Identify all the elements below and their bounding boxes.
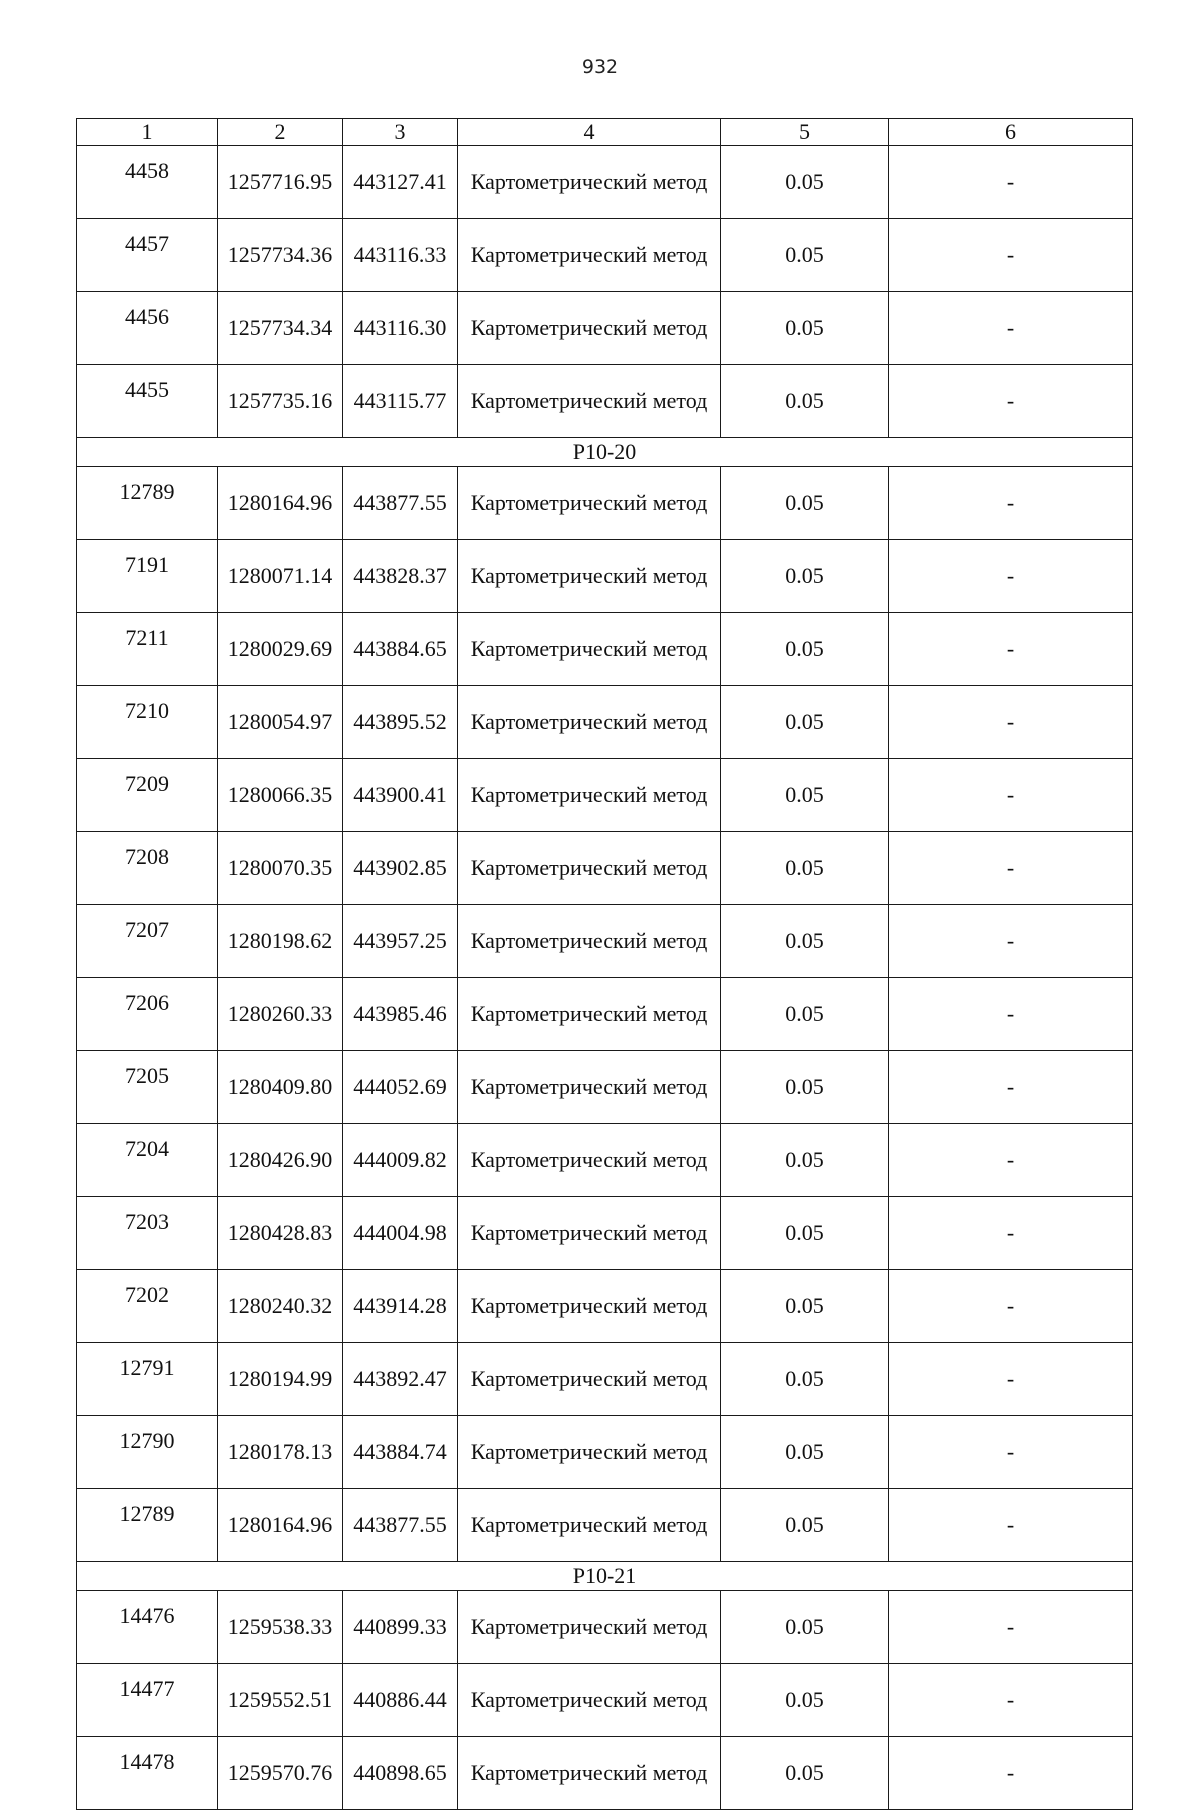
- method-cell: Картометрический метод: [458, 1051, 721, 1124]
- x-coordinate-cell: 1280426.90: [218, 1124, 343, 1197]
- y-coordinate-cell: 443884.74: [343, 1416, 458, 1489]
- method-cell: Картометрический метод: [458, 219, 721, 292]
- accuracy-cell: 0.05: [721, 1343, 889, 1416]
- note-cell: -: [889, 146, 1133, 219]
- table-row: [77, 467, 1133, 540]
- note-cell: -: [889, 1343, 1133, 1416]
- point-number-cell: 4455: [77, 365, 218, 438]
- note-cell: -: [889, 292, 1133, 365]
- method-cell: Картометрический метод: [458, 1591, 721, 1664]
- note-cell: -: [889, 540, 1133, 613]
- header-row: [77, 119, 1133, 146]
- note-cell: -: [889, 1737, 1133, 1810]
- x-coordinate-cell: 1257734.36: [218, 219, 343, 292]
- accuracy-cell: 0.05: [721, 1270, 889, 1343]
- point-number-cell: 7206: [77, 978, 218, 1051]
- y-coordinate-cell: 443892.47: [343, 1343, 458, 1416]
- x-coordinate-cell: 1280178.13: [218, 1416, 343, 1489]
- accuracy-cell: 0.05: [721, 292, 889, 365]
- section-label: Р10-21: [77, 1562, 1133, 1591]
- accuracy-cell: 0.05: [721, 1489, 889, 1562]
- note-cell: -: [889, 1489, 1133, 1562]
- x-coordinate-cell: 1259552.51: [218, 1664, 343, 1737]
- column-header: 4: [458, 119, 721, 146]
- x-coordinate-cell: 1280409.80: [218, 1051, 343, 1124]
- note-cell: -: [889, 905, 1133, 978]
- page-number: 932: [581, 56, 619, 78]
- accuracy-cell: 0.05: [721, 1664, 889, 1737]
- table-row: [77, 1489, 1133, 1562]
- accuracy-cell: 0.05: [721, 365, 889, 438]
- table-row: [77, 978, 1133, 1051]
- y-coordinate-cell: 443116.30: [343, 292, 458, 365]
- accuracy-cell: 0.05: [721, 1124, 889, 1197]
- point-number-cell: 7191: [77, 540, 218, 613]
- point-number-cell: 7204: [77, 1124, 218, 1197]
- note-cell: -: [889, 1124, 1133, 1197]
- note-cell: -: [889, 759, 1133, 832]
- column-header: 3: [343, 119, 458, 146]
- method-cell: Картометрический метод: [458, 759, 721, 832]
- y-coordinate-cell: 440899.33: [343, 1591, 458, 1664]
- x-coordinate-cell: 1280428.83: [218, 1197, 343, 1270]
- point-number-cell: 4457: [77, 219, 218, 292]
- accuracy-cell: 0.05: [721, 832, 889, 905]
- section-row: [77, 1562, 1133, 1591]
- point-number-cell: 4456: [77, 292, 218, 365]
- table-body: [77, 146, 1133, 1810]
- table-row: [77, 1124, 1133, 1197]
- note-cell: -: [889, 686, 1133, 759]
- x-coordinate-cell: 1257735.16: [218, 365, 343, 438]
- point-number-cell: 7209: [77, 759, 218, 832]
- x-coordinate-cell: 1257716.95: [218, 146, 343, 219]
- note-cell: -: [889, 467, 1133, 540]
- x-coordinate-cell: 1280240.32: [218, 1270, 343, 1343]
- method-cell: Картометрический метод: [458, 905, 721, 978]
- table-row: [77, 365, 1133, 438]
- y-coordinate-cell: 443127.41: [343, 146, 458, 219]
- y-coordinate-cell: 443884.65: [343, 613, 458, 686]
- x-coordinate-cell: 1259538.33: [218, 1591, 343, 1664]
- y-coordinate-cell: 443877.55: [343, 467, 458, 540]
- method-cell: Картометрический метод: [458, 467, 721, 540]
- method-cell: Картометрический метод: [458, 1489, 721, 1562]
- accuracy-cell: 0.05: [721, 1416, 889, 1489]
- table-row: [77, 1343, 1133, 1416]
- note-cell: -: [889, 1416, 1133, 1489]
- y-coordinate-cell: 443115.77: [343, 365, 458, 438]
- x-coordinate-cell: 1280071.14: [218, 540, 343, 613]
- method-cell: Картометрический метод: [458, 1197, 721, 1270]
- method-cell: Картометрический метод: [458, 146, 721, 219]
- y-coordinate-cell: 443116.33: [343, 219, 458, 292]
- note-cell: -: [889, 1197, 1133, 1270]
- table-row: [77, 1664, 1133, 1737]
- x-coordinate-cell: 1280054.97: [218, 686, 343, 759]
- table-row: [77, 613, 1133, 686]
- y-coordinate-cell: 443895.52: [343, 686, 458, 759]
- y-coordinate-cell: 443828.37: [343, 540, 458, 613]
- point-number-cell: 12791: [77, 1343, 218, 1416]
- accuracy-cell: 0.05: [721, 905, 889, 978]
- note-cell: -: [889, 1270, 1133, 1343]
- accuracy-cell: 0.05: [721, 1737, 889, 1810]
- y-coordinate-cell: 444052.69: [343, 1051, 458, 1124]
- point-number-cell: 7205: [77, 1051, 218, 1124]
- accuracy-cell: 0.05: [721, 219, 889, 292]
- method-cell: Картометрический метод: [458, 1416, 721, 1489]
- table-row: [77, 1270, 1133, 1343]
- note-cell: -: [889, 832, 1133, 905]
- table-row: [77, 292, 1133, 365]
- table-row: [77, 1416, 1133, 1489]
- method-cell: Картометрический метод: [458, 365, 721, 438]
- x-coordinate-cell: 1280164.96: [218, 1489, 343, 1562]
- x-coordinate-cell: 1280260.33: [218, 978, 343, 1051]
- accuracy-cell: 0.05: [721, 467, 889, 540]
- table-row: [77, 1051, 1133, 1124]
- x-coordinate-cell: 1280164.96: [218, 467, 343, 540]
- table-row: [77, 146, 1133, 219]
- x-coordinate-cell: 1259570.76: [218, 1737, 343, 1810]
- note-cell: -: [889, 219, 1133, 292]
- point-number-cell: 14477: [77, 1664, 218, 1737]
- x-coordinate-cell: 1257734.34: [218, 292, 343, 365]
- method-cell: Картометрический метод: [458, 540, 721, 613]
- table-row: [77, 832, 1133, 905]
- y-coordinate-cell: 444009.82: [343, 1124, 458, 1197]
- column-header: 6: [889, 119, 1133, 146]
- accuracy-cell: 0.05: [721, 759, 889, 832]
- point-number-cell: 7211: [77, 613, 218, 686]
- note-cell: -: [889, 613, 1133, 686]
- point-number-cell: 7208: [77, 832, 218, 905]
- table-row: [77, 759, 1133, 832]
- y-coordinate-cell: 443914.28: [343, 1270, 458, 1343]
- x-coordinate-cell: 1280194.99: [218, 1343, 343, 1416]
- point-number-cell: 4458: [77, 146, 218, 219]
- x-coordinate-cell: 1280066.35: [218, 759, 343, 832]
- method-cell: Картометрический метод: [458, 1124, 721, 1197]
- y-coordinate-cell: 443877.55: [343, 1489, 458, 1562]
- method-cell: Картометрический метод: [458, 1343, 721, 1416]
- accuracy-cell: 0.05: [721, 540, 889, 613]
- method-cell: Картометрический метод: [458, 292, 721, 365]
- accuracy-cell: 0.05: [721, 613, 889, 686]
- column-header: 5: [721, 119, 889, 146]
- note-cell: -: [889, 365, 1133, 438]
- point-number-cell: 12789: [77, 467, 218, 540]
- y-coordinate-cell: 443985.46: [343, 978, 458, 1051]
- method-cell: Картометрический метод: [458, 613, 721, 686]
- y-coordinate-cell: 444004.98: [343, 1197, 458, 1270]
- note-cell: -: [889, 1591, 1133, 1664]
- column-header: 2: [218, 119, 343, 146]
- accuracy-cell: 0.05: [721, 1197, 889, 1270]
- y-coordinate-cell: 440886.44: [343, 1664, 458, 1737]
- section-row: [77, 438, 1133, 467]
- method-cell: Картометрический метод: [458, 832, 721, 905]
- accuracy-cell: 0.05: [721, 1591, 889, 1664]
- table-row: [77, 1737, 1133, 1810]
- table-row: [77, 1197, 1133, 1270]
- point-number-cell: 7202: [77, 1270, 218, 1343]
- point-number-cell: 12790: [77, 1416, 218, 1489]
- table-row: [77, 540, 1133, 613]
- y-coordinate-cell: 443957.25: [343, 905, 458, 978]
- method-cell: Картометрический метод: [458, 978, 721, 1051]
- y-coordinate-cell: 440898.65: [343, 1737, 458, 1810]
- coordinates-table: [76, 118, 1133, 1810]
- table-row: [77, 219, 1133, 292]
- y-coordinate-cell: 443900.41: [343, 759, 458, 832]
- method-cell: Картометрический метод: [458, 1664, 721, 1737]
- accuracy-cell: 0.05: [721, 146, 889, 219]
- method-cell: Картометрический метод: [458, 686, 721, 759]
- section-label: Р10-20: [77, 438, 1133, 467]
- method-cell: Картометрический метод: [458, 1270, 721, 1343]
- table-row: [77, 1591, 1133, 1664]
- y-coordinate-cell: 443902.85: [343, 832, 458, 905]
- accuracy-cell: 0.05: [721, 978, 889, 1051]
- point-number-cell: 7207: [77, 905, 218, 978]
- note-cell: -: [889, 1664, 1133, 1737]
- column-header: 1: [77, 119, 218, 146]
- note-cell: -: [889, 978, 1133, 1051]
- point-number-cell: 14478: [77, 1737, 218, 1810]
- note-cell: -: [889, 1051, 1133, 1124]
- point-number-cell: 14476: [77, 1591, 218, 1664]
- table-row: [77, 686, 1133, 759]
- x-coordinate-cell: 1280029.69: [218, 613, 343, 686]
- point-number-cell: 12789: [77, 1489, 218, 1562]
- accuracy-cell: 0.05: [721, 1051, 889, 1124]
- accuracy-cell: 0.05: [721, 686, 889, 759]
- x-coordinate-cell: 1280198.62: [218, 905, 343, 978]
- x-coordinate-cell: 1280070.35: [218, 832, 343, 905]
- point-number-cell: 7203: [77, 1197, 218, 1270]
- point-number-cell: 7210: [77, 686, 218, 759]
- method-cell: Картометрический метод: [458, 1737, 721, 1810]
- table-row: [77, 905, 1133, 978]
